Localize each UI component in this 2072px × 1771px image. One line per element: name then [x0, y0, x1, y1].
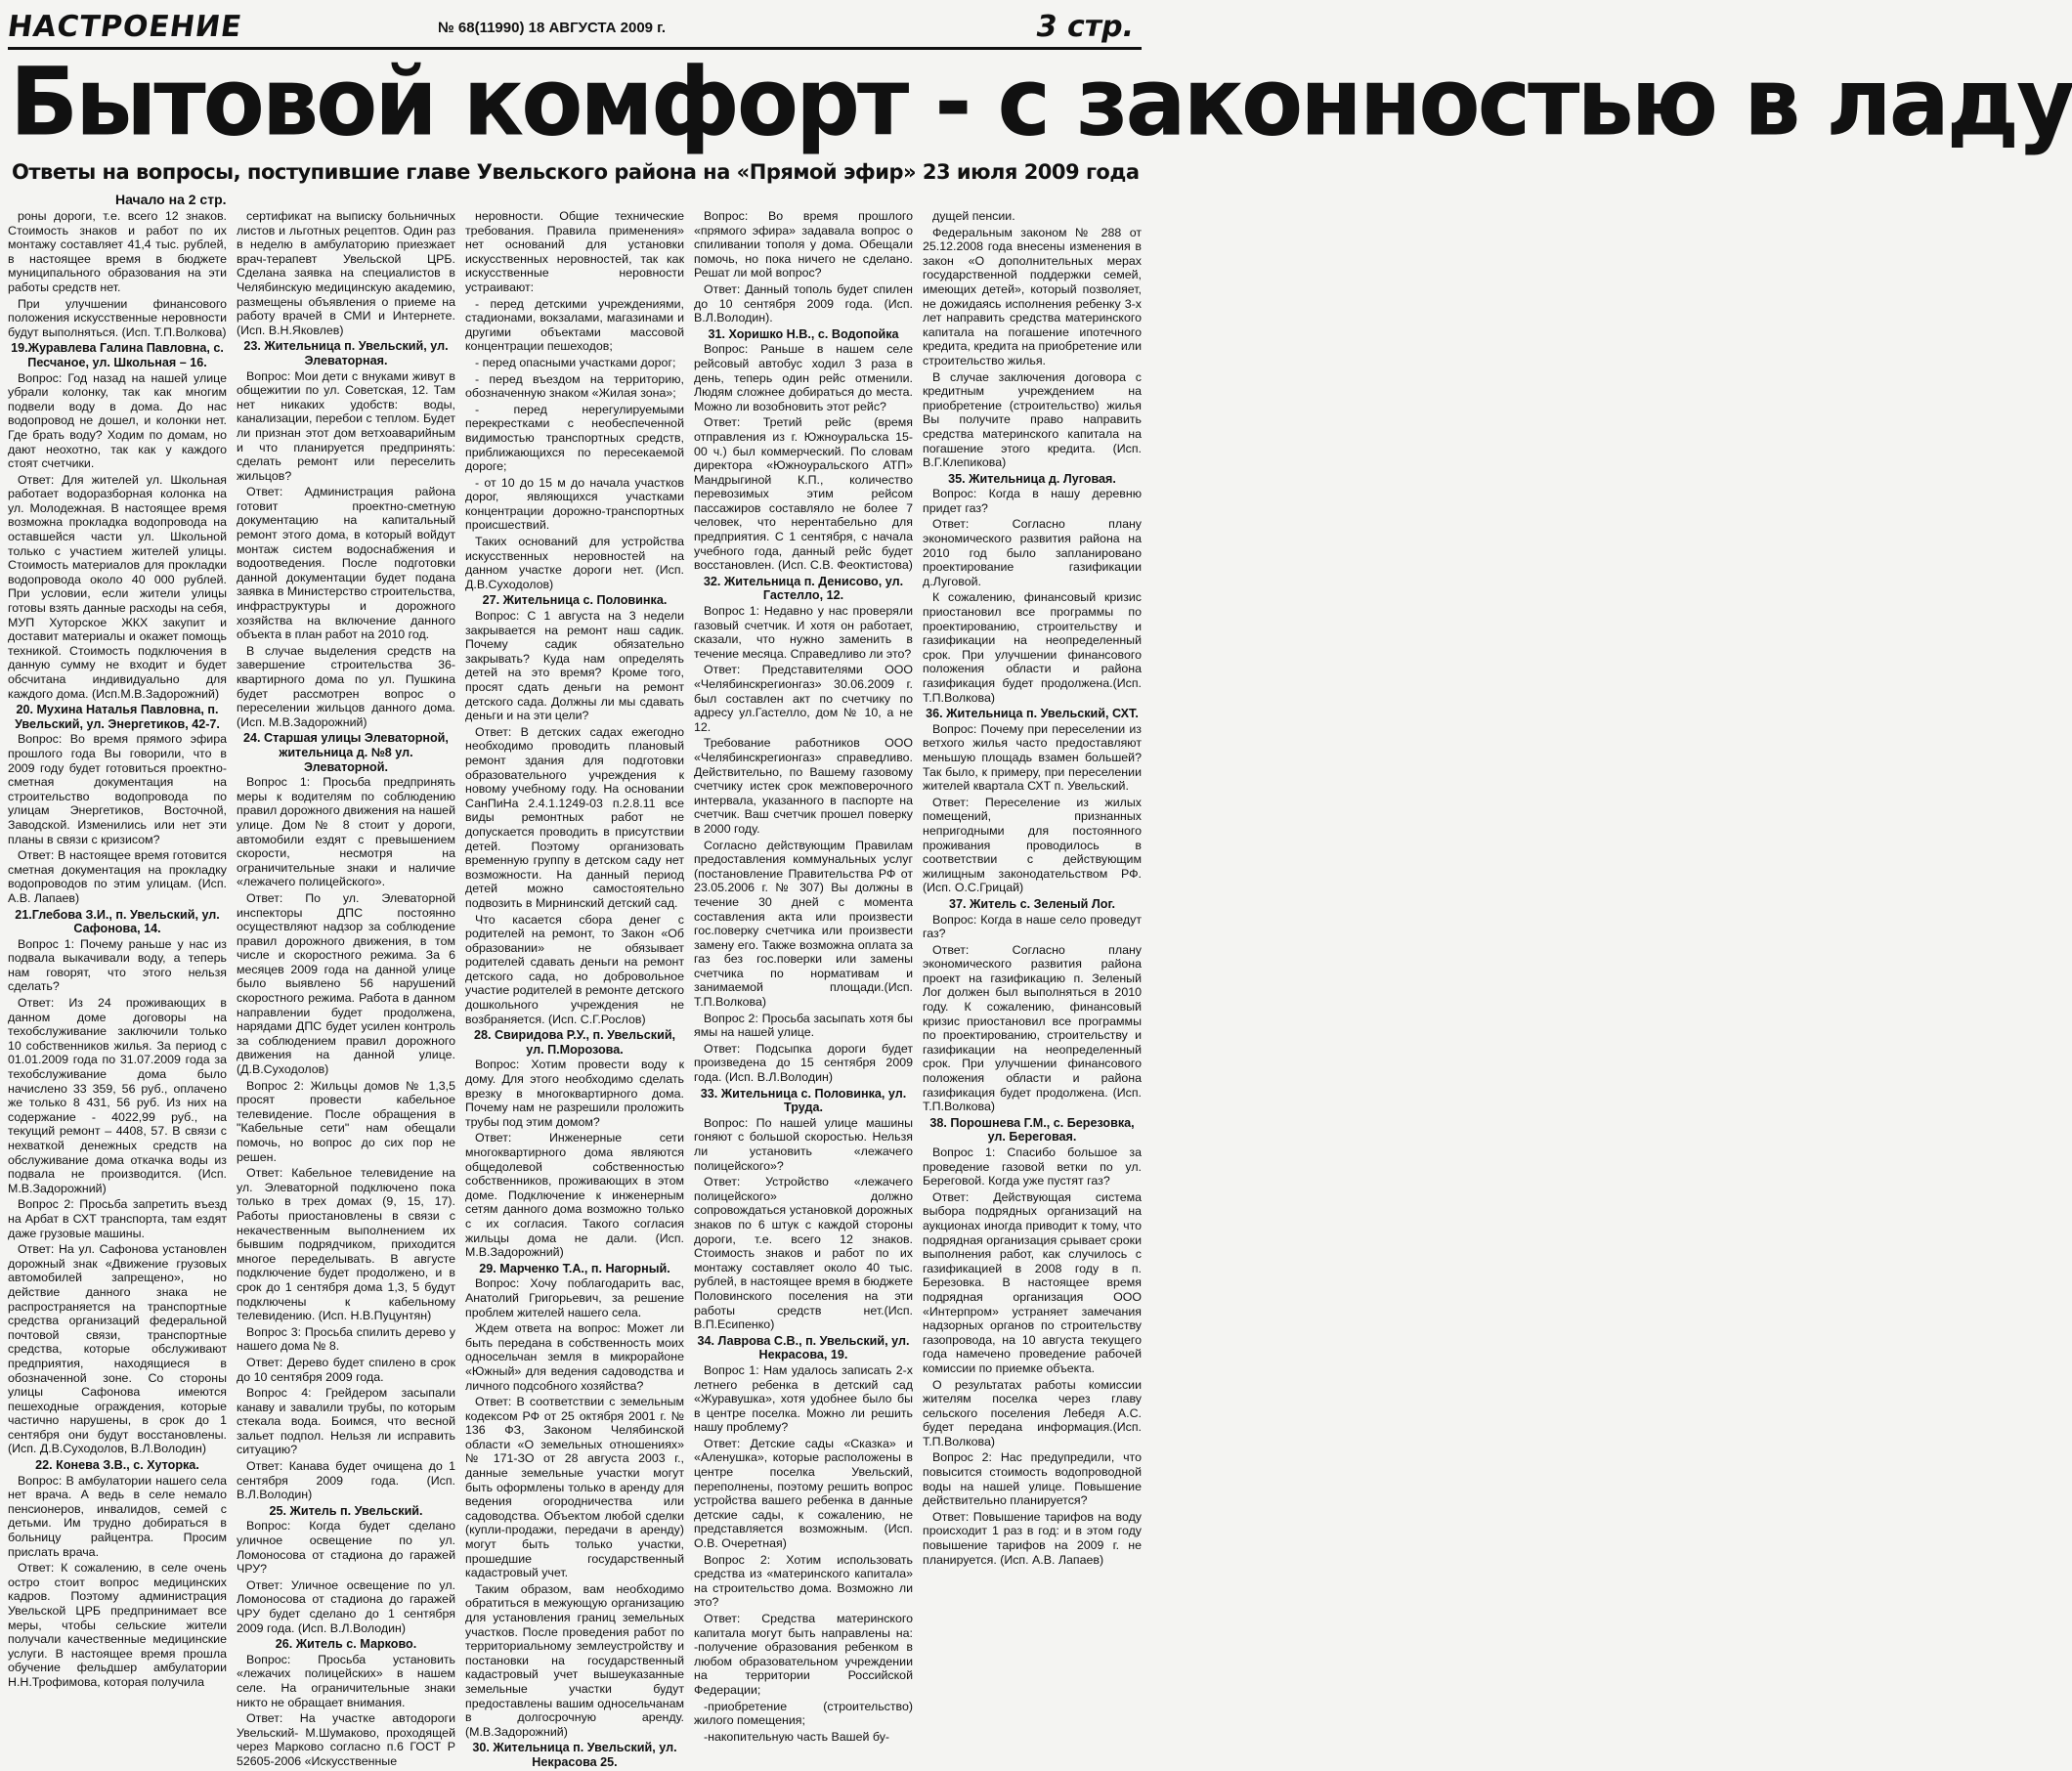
article-paragraph: К сожалению, финансовый кризис приостановил все программы по проектированию, строительству и газификации на неопределенный срок. При улучшении финансового положения области и района газификация будет продолжена.(Исп. Т.П.Волкова) [923, 590, 1142, 705]
question-author-heading: 24. Старшая улицы Элеваторной, жительница д. №8 ул. Элеваторной. [243, 731, 449, 774]
section-name: НАСТРОЕНИЕ [5, 10, 244, 44]
question-author-heading: 27. Жительница с. Половинка. [482, 593, 668, 608]
article-paragraph: Ответ: По ул. Элеваторной инспекторы ДПС постоянно осуществляют надзор за соблюдение правил дорожного движения, в том числе и скоростного режима. За 6 месяцев 2009 года на данной улице было выявлено 56 нарушений скоростного режима. Работа в данном направлении будет продолжена, нарядами ДПС будет усилен контроль за соблюдением правил дорожного движения на данной улице. (Д.В.Суходолов) [237, 890, 455, 1077]
question-author-heading: 23. Жительница п. Увельский, ул. Элеваторная. [243, 339, 449, 367]
article-paragraph: Вопрос 2: Просьба засыпать хотя бы ямы на нашей улице. [694, 1011, 913, 1040]
article-paragraph: Ответ: Для жителей ул. Школьная работает водоразборная колонка на ул. Молодежная. В настоящее время возможна прокладка водопровода на оставшейся части ул. Школьной только с участием жителей улицы. Стоимость материалов для прокладки водопровода около 40 000 рублей. При условии, если жители улицы готовы взять данные расходы на себя, МУП Хуторское ЖКХ закупит и доставит материалы и окажет помощь техникой. Стоимость подключения в данную сумму не входит и будет обсчитана индивидуально для каждого дома. (Исп.М.В.Задорожний) [8, 472, 227, 701]
question-author-heading: 32. Жительница п. Денисово, ул. Гастелло, 12. [703, 574, 904, 603]
article-paragraph: Вопрос 2: Нас предупредили, что повысится стоимость водопроводной воды на нашей улице. Повышение действительно планируется? [923, 1450, 1142, 1508]
article-paragraph: Вопрос 2: Хотим использовать средства из «материнского капитала» на строительство дома. Возможно ли это? [694, 1552, 913, 1610]
article-paragraph: В случае заключения договора с кредитным учреждением на приобретение (строительство) жилья Вы получите право направить средства материнского капитала на погашение этого кредита. (Исп. В.Г.Клепикова) [923, 369, 1142, 470]
article-paragraph: Ответ: Канава будет очищена до 1 сентября 2009 года. (Исп. В.Л.Володин) [237, 1459, 455, 1502]
question-author-heading: 37. Житель с. Зеленый Лог. [949, 896, 1115, 911]
article-paragraph: О результатах работы комиссии жителям поселка через главу сельского поселения Лебедя А.С. будет передана информация.(Исп. Т.П.Волкова) [923, 1377, 1142, 1448]
article-paragraph: Вопрос: Почему при переселении из ветхого жилья часто предоставляют меньшую площадь взамен большей? Так было, к примеру, при переселении жителей квартала СХТ п. Увельский. [923, 721, 1142, 794]
article-paragraph: Вопрос 2: Просьба запретить въезд на Арбат в СХТ транспорта, там ездят даже грузовые машины. [8, 1197, 227, 1240]
article-paragraph: Вопрос: Хотим провести воду к дому. Для этого необходимо сделать врезку в многоквартирного дома. Почему нам не разрешили проложить трубы под этим домом? [465, 1058, 684, 1129]
article-paragraph: Вопрос: Когда в наше село проведут газ? [923, 912, 1142, 941]
article-paragraph: Ответ: В детских садах ежегодно необходимо проводить плановый ремонт здания для подготовки образовательного учреждения к новому учебному году. На основании СанПиНа 2.4.1.1249-03 п.2.8.11 все виды ремонтных работ не допускается проводить в присутствии детей. Поэтому организовать временную группу в детском саду нет возможности. На данный период детей можно самостоятельно подвозить в Мирнинский детский сад. [465, 724, 684, 910]
article-paragraph: Ответ: В соответствии с земельным кодексом РФ от 25 октября 2001 г. № 136 ФЗ, Законом Челябинской области «О земельных отношениях» № 171-ЗО от 28 августа 2003 г., данные земельные участки могут быть оформлены только в аренду для ведения огородничества или садоводства. Объектом любой сделки (купли-продажи, передачи в аренду) могут быть только участки, прошедшие государственный кадастровый учет. [465, 1395, 684, 1580]
article-paragraph: Вопрос: Мои дети с внуками живут в общежитии по ул. Советская, 12. Там нет никаких удобств: воды, канализации, перебои с теплом. Будет ли признан этот дом ветхоаварийным и что планируется предпринять: сделать ремонт или переселить жильцов? [237, 368, 455, 483]
question-author-heading: 38. Порошнева Г.М., с. Березовка, ул. Береговая. [929, 1115, 1135, 1145]
article-paragraph: При улучшении финансового положения искусственные неровности будут выполняться. (Исп. Т.П.Волкова) [8, 296, 227, 339]
article-paragraph: неровности. Общие технические требования. Правила применения» нет оснований для установки искусственных неровностей, так как искусственные неровности устраивают: [465, 209, 684, 294]
article-paragraph: Вопрос: С 1 августа на 3 недели закрывается на ремонт наш садик. Почему садик обязательно закрывать? Куда нам определять детей на это время? Кроме того, просят сдать деньги на ремонт детского сада. Должны ли мы сдавать деньги и на эти цели? [465, 609, 684, 723]
article-paragraph: Что касается сбора денег с родителей на ремонт, то Закон «Об образовании» не обязывает родителей сдавать деньги на ремонт детского сада, но добровольное участие родителей в ремонте детского дошкольного учреждения не возбраняется. (Исп. С.Г.Рослов) [465, 912, 684, 1026]
article-paragraph: - от 10 до 15 м до начала участков дорог, являющихся участками концентрации дорожно-транспортных происшествий. [465, 475, 684, 533]
article-paragraph: Ответ: В настоящее время готовится сметная документация на прокладку водопроводов по этим улицам. (Исп. А.В. Лапаев) [8, 848, 227, 905]
article-paragraph: Ответ: Устройство «лежачего полицейского» должно сопровождаться установкой дорожных знаков по 6 штук с каждой стороны дороги, т.е. всего 12 знаков. Стоимость знаков и работ по их монтажу составляет около 40 тыс. рублей, в настоящее время в бюджете Половинского поселения на эти работы средств нет.(Исп. В.П.Есипенко) [694, 1175, 913, 1332]
article-paragraph: Вопрос: Просьба установить «лежачих полицейских» в нашем селе. На ограничительные знаки никто не обращает внимания. [237, 1652, 455, 1709]
article-paragraph: -приобретение (строительство) жилого помещения; [694, 1699, 913, 1728]
article-paragraph: Вопрос: Год назад на нашей улице убрали колонку, так как многим подвели воду в дома. До нас водопровод не дошел, и колонки нет. Где брать воду? Ходим по домам, но дают неохотно, так как у каждого стоят счетчики. [8, 370, 227, 471]
article-paragraph: Ответ: Из 24 проживающих в данном доме договоры на техобслуживание заключили только 10 собственников жилья. За период с 01.01.2009 года по 31.07.2009 года за техобслуживание дома было начислено 33 359, 56 руб., оплачено же только 8 431, 56 руб. Из них на содержание - 4022,99 руб., на текущий ремонт – 4408, 57. В связи с нехваткой денежных средств на обслуживание дома откачка воды из подвала не производится. (Исп. М.В.Задорожний) [8, 996, 227, 1195]
question-author-heading: 30. Жительница п. Увельский, ул. Некрасова 25. [472, 1741, 677, 1769]
question-author-heading: 36. Жительница п. Увельский, СХТ. [926, 707, 1139, 721]
article-paragraph: Вопрос 1: Спасибо большое за проведение газовой ветки по ул. Береговой. Когда уже пустят газ? [923, 1145, 1142, 1188]
question-author-heading: 28. Свиридова Р.У., п. Увельский, ул. П.Морозова. [473, 1028, 676, 1057]
article-paragraph: Ответ: Представителями ООО «Челябинскрегионгаз» 30.06.2009 г. был составлен акт по счетчику по адресу ул.Гастелло, дом № 10, а не 12. [694, 663, 913, 734]
article-paragraph: Ждем ответа на вопрос: Может ли быть передана в собственность моих односельчан земля в микрорайоне «Южный» для ведения садоводства и личного подсобного хозяйства? [465, 1321, 684, 1393]
article-paragraph: Вопрос 1: Просьба предпринять меры к водителям по соблюдению правил дорожного движения на нашей улице. Дом № 8 стоит у дороги, автомобили ездят с превышением скорости, несмотря на ограничительные знаки и наличие «лежачего полицейского». [237, 775, 455, 889]
article-paragraph: - перед опасными участками дорог; [475, 355, 676, 369]
article-paragraph: Ответ: На участке автодороги Увельский- М.Шумаково, проходящей через Марково согласно п.6 ГОСТ Р 52605-2006 «Искусственные [237, 1711, 455, 1768]
article-paragraph: Вопрос: По нашей улице машины гоняют с большой скоростью. Нельзя ли установить «лежачего полицейского»? [694, 1115, 913, 1173]
page-number: 3 стр. [1036, 10, 1134, 44]
article-paragraph: дущей пенсии. [932, 209, 1015, 223]
article-paragraph: Вопрос 1: Почему раньше у нас из подвала выкачивали воду, а теперь нам говорят, что этого нельзя сделать? [8, 936, 227, 994]
question-author-heading: 33. Жительница с. Половинка, ул. Труда. [700, 1086, 907, 1115]
article-paragraph: Вопрос: В амбулатории нашего села нет врача. А ведь в селе немало пенсионеров, инвалидов, семей с детьми. Им трудно добираться в больницу райцентра. Просим прислать врача. [8, 1473, 227, 1559]
article-paragraph: -накопительную часть Вашей бу- [704, 1729, 890, 1744]
column-5 [923, 209, 1142, 1771]
column-4 [694, 209, 913, 1771]
question-author-heading: 25. Житель п. Увельский. [269, 1503, 423, 1518]
page-header [5, 6, 1142, 47]
article-paragraph: Вопрос: Когда будет сделано уличное освещение по ул. Ломоносова от стадиона до гаражей ЧРУ? [237, 1519, 455, 1577]
article-paragraph: Вопрос 3: Просьба спилить дерево у нашего дома № 8. [237, 1324, 455, 1354]
article-paragraph: Ответ: Данный тополь будет спилен до 10 сентября 2009 года. (Исп. В.Л.Володин). [694, 281, 913, 325]
article-paragraph: Ответ: Кабельное телевидение на ул. Элеваторной подключено пока только в трех домах (9, 15, 17). Работы приостановлены в связи с некачественным выполнением их бывшим подрядчиком, приходится многое переделывать. В августе подключение будет продолжено, и в срок до 1 сентября дома 1,3, 5 будут подключены к кабельному телевидению. (Исп. Н.В.Пуцунтян) [237, 1166, 455, 1323]
article-paragraph: В случае выделения средств на завершение строительства 36-квартирного дома по ул. Пушкина будет рассмотрен вопрос о переселении жильцов данного дома. (Исп. М.В.Задорожний) [237, 643, 455, 729]
column-3 [465, 209, 684, 1771]
article-paragraph: Таких оснований для устройства искусственных неровностей на данном участке дороги нет. (Исп. Д.В.Суходолов) [465, 535, 684, 591]
article-paragraph: Таким образом, вам необходимо обратиться в межующую организацию для установления границ земельных участков. После проведения работ по территориальному землеустройству и постановки на государственный кадастровый учет вышеуказанные земельные участки будут предоставлены вашим односельчанам в долгосрочную аренду. (М.В.Задорожний) [465, 1581, 684, 1739]
article-paragraph: - перед въездом на территорию, обозначенную знаком «Жилая зона»; [465, 371, 684, 401]
article-paragraph: Вопрос 1: Недавно у нас проверяли газовый счетчик. И хотя он работает, сказали, что нужно заменить в течение месяца. Справедливо ли это? [694, 604, 913, 661]
article-paragraph: Вопрос 1: Нам удалось записать 2-х летнего ребенка в детский сад «Журавушка», хотя удобнее было бы в центре поселка. Можно ли решить нашу проблему? [694, 1362, 913, 1435]
article-paragraph: - перед нерегулируемыми перекрестками с необеспеченной видимостью транспортных средств, приближающихся по пересекаемой дороге; [465, 402, 684, 474]
continued-note: Начало на 2 стр. [115, 192, 227, 207]
article-paragraph: Ответ: Дерево будет спилено в срок до 10 сентября 2009 года. [237, 1355, 455, 1384]
question-author-heading: 22. Конева З.В., с. Хуторка. [35, 1458, 199, 1473]
issue-info: № 68(11990) 18 АВГУСТА 2009 г. [438, 20, 667, 36]
article-columns [8, 209, 1142, 1769]
article-paragraph: Ответ: Подсыпка дороги будет произведена до 15 сентября 2009 года. (Исп. В.Л.Володин) [694, 1041, 913, 1085]
article-paragraph: Вопрос: Когда в нашу деревню придет газ? [923, 487, 1142, 515]
article-paragraph: Ответ: Детские сады «Сказка» и «Аленушка», которые расположены в центре поселка Увельский, переполнены, поэтому решить вопрос устройства вашего ребенка в данные детские сады, к сожалению, не представляется возможным. (Исп. О.В. Очеретная) [694, 1436, 913, 1551]
article-paragraph: Согласно действующим Правилам предоставления коммунальных услуг (постановление Правительства РФ от 23.05.2006 г. № 307) Вы должны в течение 30 дней с момента составления акта или произвести гос.поверку счетчика или произвести замену его. Также возможна оплата за газ без гос.поверки или замены счетчика по нормативам и занимаемой площади.(Исп. Т.П.Волкова) [694, 838, 913, 1010]
article-paragraph: Вопрос 4: Грейдером засыпали канаву и завалили трубы, по которым стекала вода. Боимся, что весной зальет подпол. Нельзя ли исправить ситуацию? [237, 1386, 455, 1457]
article-paragraph: Вопрос: Хочу поблагодарить вас, Анатолий Григорьевич, за решение проблем жителей нашего села. [465, 1276, 684, 1319]
article-paragraph: Федеральным законом № 288 от 25.12.2008 года внесены изменения в закон «О дополнительных мерах государственной поддержки семей, имеющих детей», который позволяет, не дожидаясь исполнения ребенку 3-х лет направить средства материнского капитала на погашение ипотечного кредита, кредита на приобретение или строительство жилья. [923, 225, 1142, 367]
question-author-heading: 20. Мухина Наталья Павловна, п. Увельский, ул. Энергетиков, 42-7. [15, 703, 220, 731]
article-paragraph: Ответ: Повышение тарифов на воду происходит 1 раз в год: и в этом году повышение тарифов на 2009 г. не планируется. (Исп. А.В. Лапаев) [923, 1509, 1142, 1567]
article-paragraph: Вопрос: Во время прямого эфира прошлого года Вы говорили, что в 2009 году будет готовиться проектно-сметная документация на строительство водопровода по улицам Энергетиков, Восточной, Заводской. Изменились или нет эти планы в связи с кризисом? [8, 732, 227, 846]
article-paragraph: Вопрос 2: Жильцы домов № 1,3,5 просят провести кабельное телевидение. После обращения в "Кабельные сети" нам обещали помочь, но вопрос до сих пор не решен. [237, 1078, 455, 1164]
article-paragraph: роны дороги, т.е. всего 12 знаков. Стоимость знаков и работ по их монтажу составляет 41,4 тыс. рублей, в настоящее время в бюджете муниципального образования на эти работы средств нет. [8, 209, 227, 294]
question-author-heading: 21.Глебова З.И., п. Увельский, ул. Сафонова, 14. [15, 907, 220, 936]
article-paragraph: Ответ: Уличное освещение по ул. Ломоносова от стадиона до гаражей ЧРУ будет сделано до 1 сентября 2009 года. (Исп. В.Л.Володин) [237, 1577, 455, 1635]
article-paragraph: Ответ: Действующая система выбора подрядных организаций на аукционах иногда приводит к тому, что подрядная организация срывает сроки выполнения работ, как случилось с газификацией в 2008 году в п. Березовка. В настоящее время подрядная организация ООО «Интерпром» устраняет замечания надзорных органов по строительству газопровода, на 10 августа текущего года намечено проведение рабочей комиссии по приемке объекта. [923, 1189, 1142, 1375]
article-paragraph: Ответ: Средства материнского капитала могут быть направлены на: -получение образования ребенком в любом образовательном учреждении на территории Российской Федерации; [694, 1612, 913, 1697]
headline: Бытовой комфорт - с законностью в ладу [10, 47, 2072, 157]
article-paragraph: Ответ: Инженерные сети многоквартирного дома являются общедолевой собственностью собственников, проживающих в этом доме. Подключение к инженерным сетям данного дома возможно только с их согласия. Такого согласия жильцы дома не дали. (Исп. М.В.Задорожний) [465, 1131, 684, 1260]
article-paragraph: Ответ: Согласно плану экономического развития района на 2010 год было запланировано проектирование газификации д.Луговой. [923, 517, 1142, 588]
article-paragraph: - перед детскими учреждениями, стадионами, вокзалами, магазинами и другими объектами массовой концентрации пешеходов; [465, 296, 684, 354]
question-author-heading: 19.Журавлева Галина Павловна, с. Песчаное, ул. Школьная – 16. [11, 341, 224, 369]
article-paragraph: Ответ: На ул. Сафонова установлен дорожный знак «Движение грузовых автомобилей запрещено», но действие данного знака не распространяется на транспортные средства организаций федеральной почтовой связи, транспортные средства, которые обслуживают предприятия, находящиеся в обозначенной зоне. Со стороны улицы Сафонова имеются пешеходные ограждения, которые частично нарушены, в срок до 1 сентября они будут восстановлены. (Исп. Д.В.Суходолов, В.Л.Володин) [8, 1242, 227, 1456]
article-paragraph: Ответ: Переселение из жилых помещений, признанных непригодными для постоянного проживания проводилось в соответствии с действующим жилищным законодательством РФ. (Исп. О.С.Грицай) [923, 795, 1142, 895]
subheadline: Ответы на вопросы, поступившие главе Увельского района на «Прямой эфир» 23 июля 2009 года [12, 160, 1140, 184]
article-paragraph: Вопрос: Раньше в нашем селе рейсовый автобус ходил 3 раза в день, теперь один рейс отменили. Людям сложнее добираться до места. Можно ли возобновить этот рейс? [694, 342, 913, 413]
article-paragraph: Вопрос: Во время прошлого «прямого эфира» задавала вопрос о спиливании тополя у дома. Обещали помочь, но пока ничего не сделано. Решат ли мой вопрос? [694, 209, 913, 281]
question-author-heading: 34. Лаврова С.В., п. Увельский, ул. Некрасова, 19. [697, 1333, 910, 1362]
question-author-heading: 35. Жительница д. Луговая. [948, 471, 1116, 486]
article-paragraph: Ответ: Третий рейс (время отправления из г. Южноуральска 15-00 ч.) был коммерческий. По словам директора «Южноуральского АТП» Мандрыгиной К.П., количество перевозимых этим рейсом пассажиров составляло не более 7 человек, что нерентабельно для предприятия. С 1 сентября, с начала учебного года, данный рейс будет восстановлен. (Исп. С.В. Феоктистова) [694, 415, 913, 573]
article-paragraph: Требование работников ООО «Челябинскрегионгаз» справедливо. Действительно, по Вашему газовому счетчику истек срок межповерочного интервала, указанного в паспорте на счетчик. Ваш счетчик прошел поверку в 2000 году. [694, 736, 913, 836]
article-paragraph: сертификат на выписку больничных листов и льготных рецептов. Один раз в неделю в амбулаторию приезжает врач-терапевт Увельской ЦРБ. Сделана заявка на специалистов в Челябинскую медицинскую академию, размещены объявления о приеме на работу врачей в СМИ и Интернете. (Исп. В.Н.Яковлев) [237, 209, 455, 337]
column-1 [8, 209, 227, 1771]
article-paragraph: Ответ: Администрация района готовит проектно-сметную документацию на капитальный ремонт этого дома, в который войдут монтаж систем водоснабжения и водоотведения. После подготовки данной документации будет подана заявка в Министерство строительства, инфраструктуры и дорожного хозяйства на включение данного объекта в план работ на 2010 год. [237, 485, 456, 642]
question-author-heading: 31. Хоришко Н.В., с. Водопойка [708, 326, 899, 341]
question-author-heading: 29. Марченко Т.А., п. Нагорный. [479, 1261, 670, 1275]
column-2 [237, 209, 455, 1771]
question-author-heading: 26. Житель с. Марково. [275, 1637, 417, 1652]
article-paragraph: Ответ: Согласно плану экономического развития района проект на газификацию п. Зеленый Лог должен был выполняться в 2010 году. К сожалению, финансовый кризис приостановил все программы по проектированию, строительству и газификации на неопределенный срок. При улучшении финансового положения области и района газификация будет продолжена. (Исп. Т.П.Волкова) [923, 942, 1142, 1114]
article-paragraph: Ответ: К сожалению, в селе очень остро стоит вопрос медицинских кадров. Поэтому администрация Увельской ЦРБ предпринимает все меры, чтобы сельские жители получали качественные медицинские услуги. В настоящее время прошла обучение фельдшер амбулатории Н.Н.Трофимова, которая получила [8, 1561, 227, 1689]
